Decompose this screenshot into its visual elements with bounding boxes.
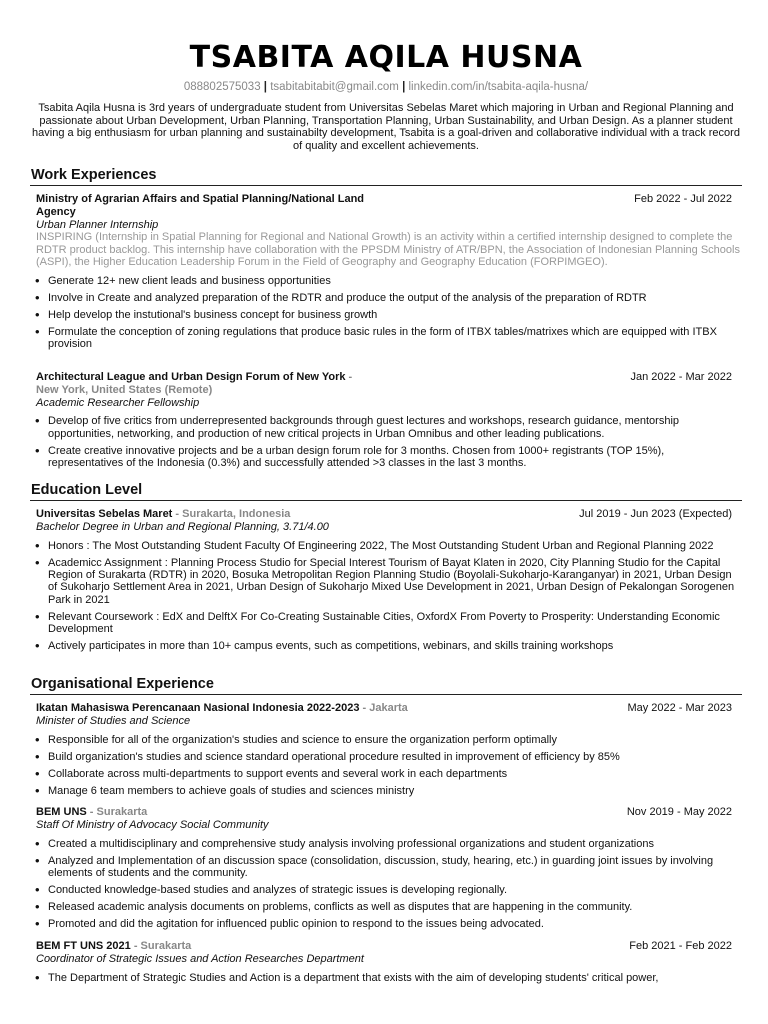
organisation-section — [30, 675, 742, 695]
list-item: • Help develop the instutional's business concept for business growth — [30, 309, 742, 321]
role-title: Urban Planner Internship — [36, 218, 159, 231]
role-description: INSPIRING (Internship in Spatial Planning for Regional and National Growth) is an activity within a certified internship designed to complete the RDTR product backlog. This internship have collaboration with the PPSDM Ministry of ATR/BPN, the Association of Indonesian Planning Schools (ASPI), the Higher Education Leadership Forum in the Field of Geography and Geography Education (FORPIMGEO). — [36, 231, 740, 268]
org-title: BEM FT UNS 2021 — [36, 940, 131, 952]
org-entry-bem-ft-uns — [30, 940, 742, 984]
list-item: • Conducted knowledge-based studies and analyzes of strategic issues is developing regionally. — [30, 884, 742, 896]
org-title: Architectural League and Urban Design Forum of New York — [36, 371, 346, 383]
section-divider — [30, 185, 742, 186]
list-item: • The Department of Strategic Studies and Action is a department that exists with the aim of developing students' critical power, — [30, 972, 742, 984]
list-item: • Promoted and did the agitation for influenced public opinion to respond to the issues being advocated. — [30, 918, 742, 930]
bullet-list — [30, 275, 742, 351]
list-item: • Honors : The Most Outstanding Student Faculty Of Engineering 2022, The Most Outstanding Student Urban and Regional Planning 2022 — [30, 540, 742, 552]
list-item: • Manage 6 team members to achieve goals of studies and sciences ministry — [30, 785, 742, 797]
list-item: • Analyzed and Implementation of an discussion space (consolidation, discussion, study, hearing, etc.) in guarding joint issues by involving elements of students and the community. — [30, 855, 742, 880]
work-entry-archleague — [30, 371, 742, 470]
linkedin-link[interactable]: linkedin.com/in/tsabita-aqila-husna/ — [408, 81, 589, 93]
date-range: Feb 2022 - Jul 2022 — [634, 193, 732, 205]
role-title: Academic Researcher Fellowship — [36, 396, 200, 409]
location: - Jakarta — [362, 702, 408, 714]
date-range: Feb 2021 - Feb 2022 — [629, 940, 732, 952]
education-entry-uns — [30, 508, 742, 653]
org-name: Ministry of Agrarian Affairs and Spatial Planning/National Land Agency — [36, 193, 365, 218]
separator: | — [263, 81, 271, 93]
bullet-list — [30, 972, 742, 984]
date-range: May 2022 - Mar 2023 — [627, 702, 732, 714]
list-item: • Academicc Assignment : Planning Process Studio for Special Interest Tourism of Bayat Klaten in 2020, City Planning Studio for the Capital Region of Surakarta (RDTR) in 2020, Bosuka Metropolitan Region Planning Studio (Boyolali-Sukoharjo-Karanganyar) in 2021, Urban Design of Sukoharjo Settlement Area in 2021, Urban Design of Sukoharjo Mixed Use Development in 2021, Urban Design of Pekalongan Sorogenen Park in 2021 — [30, 557, 742, 607]
work-section — [30, 166, 742, 186]
education-section — [30, 481, 742, 501]
phone-number: 088802575033 — [183, 81, 261, 93]
location: - Surakarta — [89, 806, 148, 818]
date-range: Nov 2019 - May 2022 — [626, 806, 732, 818]
list-item: • Generate 12+ new client leads and business opportunities — [30, 275, 742, 287]
bullet-list — [30, 540, 742, 653]
list-item: • Build organization's studies and science standard operational procedure resulted in improvement of efficiency by 85% — [30, 751, 742, 763]
contact-line — [30, 80, 742, 94]
list-item: • Released academic analysis documents on problems, conflicts as well as disputes that are happening in the community. — [30, 901, 742, 913]
org-title: BEM UNS — [36, 806, 87, 818]
work-entry-ministry — [30, 193, 742, 351]
section-title: Organisational Experience — [31, 676, 214, 692]
email-link[interactable]: tsabitabitabit@gmail.com — [270, 81, 399, 93]
bullet-list — [30, 734, 742, 797]
date-range: Jul 2019 - Jun 2023 (Expected) — [579, 508, 732, 520]
list-item: • Collaborate across multi-departments to support events and several work in each departments — [30, 768, 742, 780]
separator: | — [402, 81, 409, 93]
location: - Surakarta, Indonesia — [175, 508, 291, 520]
org-entry-bem-uns — [30, 806, 742, 930]
list-item: • Actively participates in more than 10+ campus events, such as competitions, webinars, and skills training workshops — [30, 640, 742, 652]
resume-name: TSABITA AQILA HUSNA — [189, 40, 583, 75]
list-item: • Relevant Coursework : EdX and DelftX For Co-Creating Sustainable Cities, OxfordX From Poverty to Prosperity: Understanding Economic Development — [30, 611, 742, 636]
list-item: • Develop of five critics from underrepresented backgrounds through guest lectures and workshops, research guidance, mentorship opportunities, networking, and production of new critical projects in Urban Omnibus and other leading publications. — [30, 415, 742, 440]
section-title: Education Level — [31, 482, 143, 498]
location-dash: - — [348, 371, 353, 383]
org-entry-impi — [30, 702, 742, 797]
list-item: • Created a multidisciplinary and comprehensive study analysis involving professional organizations and student organizations — [30, 838, 742, 850]
bullet-list — [30, 415, 742, 469]
org-title: Universitas Sebelas Maret — [36, 508, 173, 520]
location: - Surakarta — [133, 940, 192, 952]
role-title: Coordinator of Strategic Issues and Action Researches Department — [36, 952, 364, 965]
role-title: Staff Of Ministry of Advocacy Social Community — [36, 818, 269, 831]
org-title: Ikatan Mahasiswa Perencanaan Nasional Indonesia 2022-2023 — [36, 702, 360, 714]
location: New York, United States (Remote) — [36, 383, 213, 396]
bullet-list — [30, 838, 742, 931]
list-item: • Formulate the conception of zoning regulations that produce basic rules in the form of ITBX tables/matrixes which are equipped with ITBX provision — [30, 326, 742, 351]
date-range: Jan 2022 - Mar 2022 — [630, 371, 732, 383]
role-title: Minister of Studies and Science — [36, 714, 191, 727]
summary-paragraph: Tsabita Aqila Husna is 3rd years of undergraduate student from Universitas Sebelas Maret which majoring in Urban and Regional Planning and passionate about Urban Development, Urban Planning, Transportation Planning, Urban Sustainability, and Urban Design. As a planner student having a big enthusiasm for urban planning and sustainabilty development, Tsabita is a goal-driven and collaborative individual with a track record of quality and excellent achievements. — [32, 102, 740, 152]
list-item: • Responsible for all of the organization's studies and science to ensure the organization perform optimally — [30, 734, 742, 746]
degree-title: Bachelor Degree in Urban and Regional Planning, 3.71/4.00 — [36, 520, 329, 533]
section-divider — [30, 694, 742, 695]
list-item: • Involve in Create and analyzed preparation of the RDTR and produce the output of the analysis of the preparation of RDTR — [30, 292, 742, 304]
section-title: Work Experiences — [31, 167, 157, 183]
list-item: • Create creative innovative projects and be a urban design forum role for 3 months. Chosen from 1000+ registrants (TOP 15%), representatives of the Indonesia (0.3%) and successfully attended >3 classes in the last 3 months. — [30, 445, 742, 470]
section-divider — [30, 500, 742, 501]
